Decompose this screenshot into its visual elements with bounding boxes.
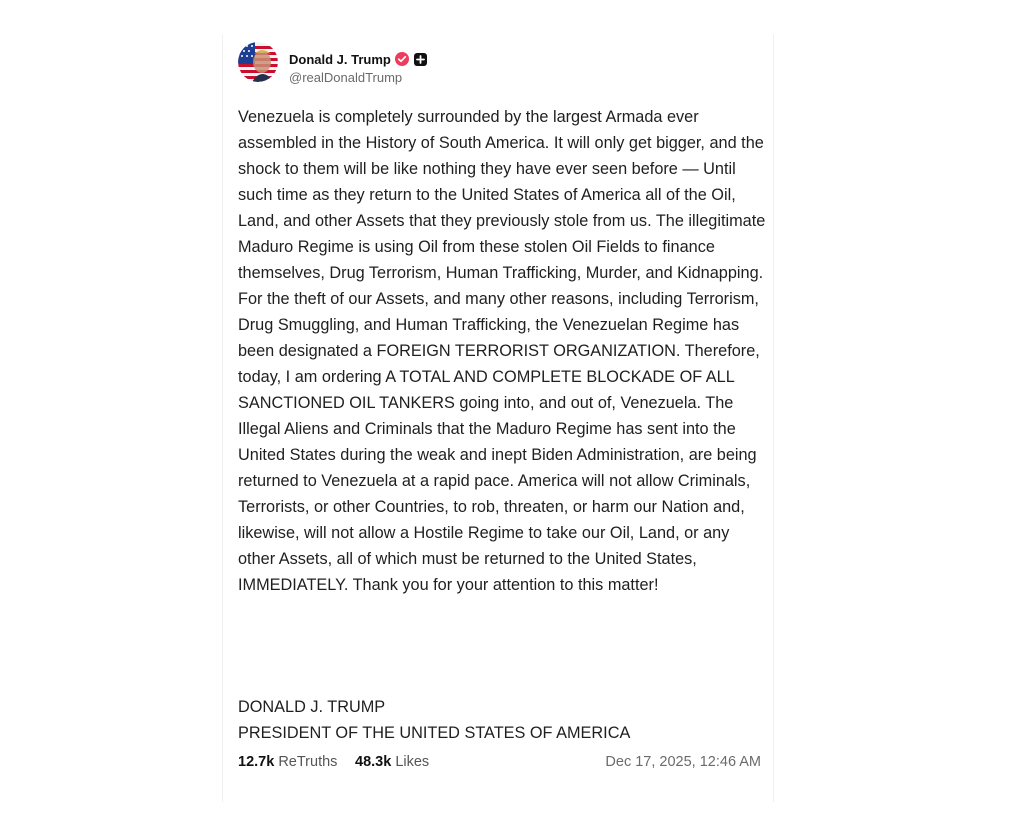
flag-portrait-avatar-icon (238, 42, 278, 82)
likes-stat[interactable] (355, 754, 429, 770)
retruths-stat[interactable] (238, 754, 337, 770)
author-display-name[interactable]: Donald J. Trump (289, 51, 391, 67)
likes-label: Likes (395, 754, 430, 770)
post-timestamp[interactable]: Dec 17, 2025, 12:46 AM (605, 754, 761, 770)
author-avatar[interactable] (238, 42, 278, 82)
post-signature (238, 694, 768, 746)
post-card (222, 34, 774, 802)
post-footer (238, 754, 761, 776)
verified-badge-icon (395, 52, 409, 66)
retruths-label: ReTruths (278, 754, 338, 770)
plus-badge-icon (414, 53, 427, 66)
signature-line-title: PRESIDENT OF THE UNITED STATES OF AMERICA (238, 724, 631, 742)
author-handle[interactable]: @realDonaldTrump (289, 70, 403, 85)
retruths-count: 12.7k (238, 754, 275, 770)
likes-count: 48.3k (355, 754, 392, 770)
signature-line-name: DONALD J. TRUMP (238, 698, 386, 716)
post-body-text: Venezuela is completely surrounded by the largest Armada ever assembled in the History of South America. It will only get bigger, and the shock to them will be like nothing they have ever seen before — Until such time as they return to the United States of America all of the Oil, Land, and other Assets that they previously stole from us. The illegitimate Maduro Regime is using Oil from these stolen Oil Fields to finance themselves, Drug Terrorism, Human Trafficking, Murder, and Kidnapping. For the theft of our Assets, and many other reasons, including Terrorism, Drug Smuggling, and Human Trafficking, the Venezuelan Regime has been designated a FOREIGN TERRORIST ORGANIZATION. Therefore, today, I am ordering A TOTAL AND COMPLETE BLOCKADE OF ALL SANCTIONED OIL TANKERS going into, and out of, Venezuela. The Illegal Aliens and Criminals that the Maduro Regime has sent into the United States during the weak and inept Biden Administration, are being returned to Venezuela at a rapid pace. America will not allow Criminals, Terrorists, or other Countries, to rob, threaten, or harm our Nation and, likewise, will not allow a Hostile Regime to take our Oil, Land, or any other Assets, all of which must be returned to the United States, IMMEDIATELY. Thank you for your attention to this matter! (238, 108, 766, 594)
author-name-row (289, 51, 427, 67)
post-header (238, 42, 738, 85)
